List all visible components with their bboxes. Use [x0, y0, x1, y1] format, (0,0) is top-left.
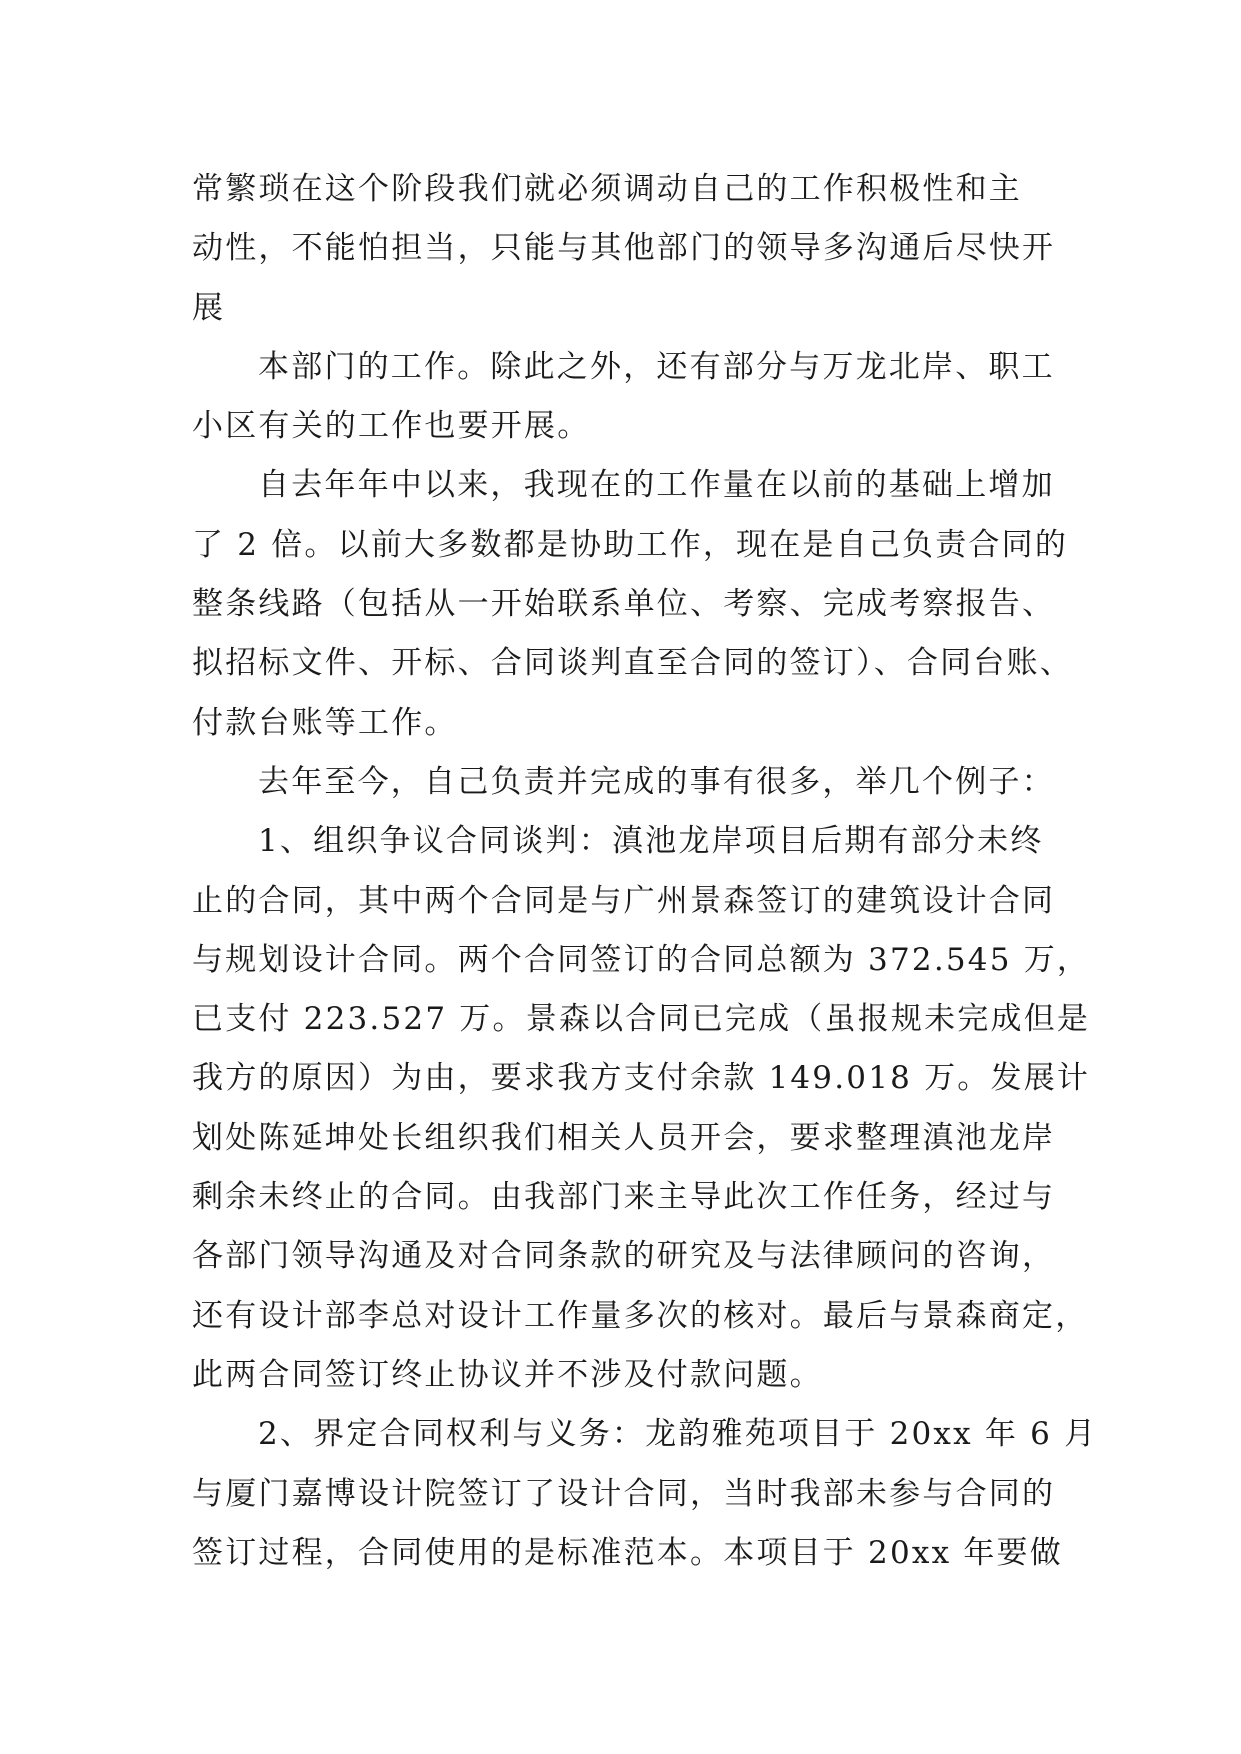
text-line: 签订过程，合同使用的是标准范本。本项目于 20xx 年要做: [192, 1534, 1063, 1571]
text-line: 划处陈延坤处长组织我们相关人员开会，要求整理滇池龙岸: [192, 1119, 1056, 1156]
text-line: 与规划设计合同。两个合同签订的合同总额为 372.545 万，: [192, 941, 1091, 978]
text-line: 已支付 223.527 万。景森以合同已完成（虽报规未完成但是: [192, 1001, 1091, 1038]
text-line: 剩余未终止的合同。由我部门来主导此次工作任务，经过与: [192, 1179, 1056, 1216]
text-line: 止的合同，其中两个合同是与广州景森签订的建筑设计合同: [192, 882, 1056, 919]
text-line: 小区有关的工作也要开展。: [192, 408, 591, 445]
text-line: 拟招标文件、开标、合同谈判直至合同的签订）、合同台账、: [192, 645, 1073, 682]
text-line: 常繁琐在这个阶段我们就必须调动自己的工作积极性和主: [192, 171, 1022, 207]
text-line: 1、组织争议合同谈判：滇池龙岸项目后期有部分未终: [258, 823, 1044, 860]
text-line: 与厦门嘉博设计院签订了设计合同，当时我部未参与合同的: [192, 1475, 1056, 1512]
body-text: [192, 160, 1098, 1583]
text-line: 我方的原因）为由，要求我方支付余款 149.018 万。发展计: [192, 1060, 1091, 1097]
text-line: 动性，不能怕担当，只能与其他部门的领导多沟通后尽快开: [192, 230, 1056, 267]
text-line: 展: [192, 289, 226, 326]
text-line: 整条线路（包括从一开始联系单位、考察、完成考察报告、: [192, 586, 1056, 623]
text-line: 本部门的工作。除此之外，还有部分与万龙北岸、职工: [258, 348, 1055, 385]
text-line: 自去年年中以来，我现在的工作量在以前的基础上增加: [258, 467, 1055, 504]
text-line: 付款台账等工作。: [192, 704, 458, 741]
text-line: 还有设计部李总对设计工作量多次的核对。最后与景森商定，: [192, 1297, 1089, 1334]
text-line: 各部门领导沟通及对合同条款的研究及与法律顾问的咨询，: [192, 1238, 1056, 1275]
text-line: 去年至今，自己负责并完成的事有很多，举几个例子：: [258, 763, 1055, 800]
text-line: 此两合同签订终止协议并不涉及付款问题。: [192, 1356, 823, 1393]
text-line: 2、界定合同权利与义务：龙韵雅苑项目于 20xx 年 6 月: [258, 1416, 1098, 1453]
text-line: 了 2 倍。以前大多数都是协助工作，现在是自己负责合同的: [192, 526, 1069, 563]
